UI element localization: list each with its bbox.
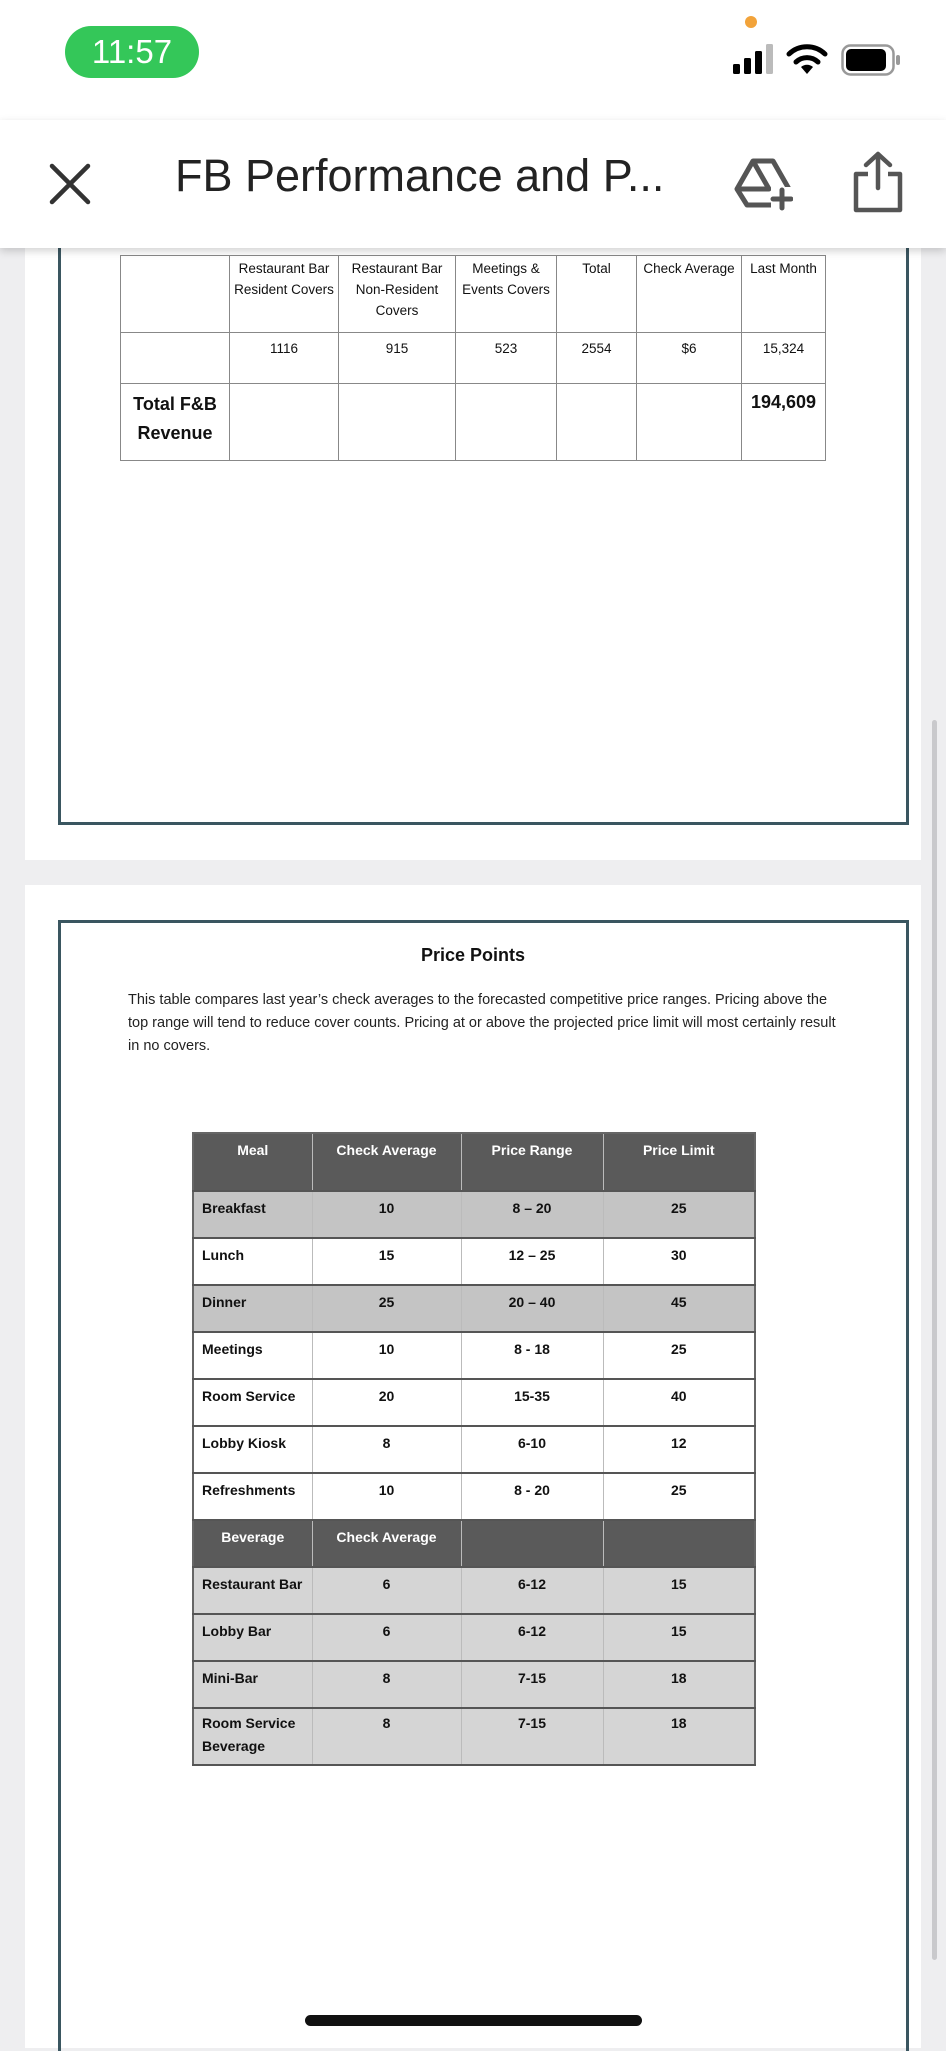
- price-range: 7-15: [461, 1661, 603, 1708]
- wifi-icon: [785, 42, 829, 76]
- table-header-cell: Restaurant Bar Resident Covers: [230, 256, 339, 333]
- table-row: [193, 1473, 755, 1520]
- price-range: 15-35: [461, 1379, 603, 1426]
- meal-name: Dinner: [193, 1285, 312, 1332]
- price-range: 6-12: [461, 1567, 603, 1614]
- table-header-row: [193, 1520, 755, 1567]
- table-header-cell: [461, 1520, 603, 1567]
- meal-name: Breakfast: [193, 1191, 312, 1238]
- table-row: [121, 256, 826, 333]
- document-title: FB Performance and P...: [175, 150, 665, 201]
- price-range: 6-10: [461, 1426, 603, 1473]
- table-cell: [637, 384, 742, 461]
- table-header-cell: Total: [557, 256, 637, 333]
- meal-name: Lobby Kiosk: [193, 1426, 312, 1473]
- table-row: [193, 1379, 755, 1426]
- check-average: 6: [312, 1567, 461, 1614]
- table-cell: [121, 256, 230, 333]
- table-row: [193, 1708, 755, 1765]
- table-header-cell: Price Limit: [603, 1133, 755, 1191]
- price-range: 12 – 25: [461, 1238, 603, 1285]
- home-indicator[interactable]: [305, 2015, 642, 2026]
- total-revenue-value: 194,609: [742, 384, 826, 461]
- document-page-2: [25, 885, 921, 2048]
- scrollbar-thumb[interactable]: [932, 720, 937, 1960]
- meal-name: Refreshments: [193, 1473, 312, 1520]
- time-indicator[interactable]: 11:57: [65, 26, 199, 78]
- table-row: [193, 1238, 755, 1285]
- table-row: [193, 1426, 755, 1473]
- check-average: 20: [312, 1379, 461, 1426]
- price-range: 8 – 20: [461, 1191, 603, 1238]
- table-row: [193, 1567, 755, 1614]
- table-header-cell: Price Range: [461, 1133, 603, 1191]
- table-header-cell: Meetings & Events Covers: [456, 256, 557, 333]
- check-average: 10: [312, 1473, 461, 1520]
- battery-icon: [841, 44, 901, 76]
- table-cell: [557, 384, 637, 461]
- beverage-name: Restaurant Bar: [193, 1567, 312, 1614]
- covers-table: [120, 255, 826, 461]
- table-cell: 1116: [230, 333, 339, 384]
- check-average: 10: [312, 1332, 461, 1379]
- status-bar: [0, 0, 946, 120]
- table-cell: $6: [637, 333, 742, 384]
- table-row: [193, 1285, 755, 1332]
- price-range: 8 - 20: [461, 1473, 603, 1520]
- table-header-cell: Restaurant Bar Non-Resident Covers: [339, 256, 456, 333]
- check-average: 10: [312, 1191, 461, 1238]
- table-row: [121, 384, 826, 461]
- table-cell: 2554: [557, 333, 637, 384]
- section-description: This table compares last year’s check averages to the forecasted competitive price ranges. Pricing above the top range will tend to reduce cover counts. Pricing at or above the projected price limit will most certainly result in no covers.: [128, 992, 836, 1054]
- table-cell: [230, 384, 339, 461]
- price-limit: 25: [603, 1332, 755, 1379]
- table-row: [193, 1614, 755, 1661]
- table-cell: [456, 384, 557, 461]
- table-cell: [339, 384, 456, 461]
- privacy-dot-icon: [745, 16, 757, 28]
- price-range: 20 – 40: [461, 1285, 603, 1332]
- price-points-table: [192, 1132, 756, 1766]
- price-limit: 15: [603, 1614, 755, 1661]
- total-revenue-label: Total F&B Revenue: [121, 384, 230, 461]
- table-cell: 15,324: [742, 333, 826, 384]
- table-cell: [121, 333, 230, 384]
- table-header-cell: Check Average: [312, 1133, 461, 1191]
- price-limit: 40: [603, 1379, 755, 1426]
- price-limit: 12: [603, 1426, 755, 1473]
- table-row: [193, 1332, 755, 1379]
- meal-name: Lunch: [193, 1238, 312, 1285]
- document-page-1: [25, 200, 921, 860]
- price-range: 6-12: [461, 1614, 603, 1661]
- section-title: Price Points: [420, 945, 526, 965]
- check-average: 8: [312, 1708, 461, 1765]
- price-limit: 15: [603, 1567, 755, 1614]
- beverage-name: Room Service Beverage: [193, 1708, 312, 1765]
- share-icon[interactable]: [850, 150, 906, 214]
- table-header-cell: Check Average: [312, 1520, 461, 1567]
- price-limit: 30: [603, 1238, 755, 1285]
- price-range: 7-15: [461, 1708, 603, 1765]
- table-row: [193, 1191, 755, 1238]
- price-limit: 25: [603, 1191, 755, 1238]
- beverage-name: Mini-Bar: [193, 1661, 312, 1708]
- price-limit: 18: [603, 1661, 755, 1708]
- table-row: [193, 1661, 755, 1708]
- cellular-signal-icon: [733, 44, 777, 74]
- table-header-cell: Last Month: [742, 256, 826, 333]
- table-cell: 915: [339, 333, 456, 384]
- check-average: 8: [312, 1661, 461, 1708]
- check-average: 8: [312, 1426, 461, 1473]
- price-limit: 18: [603, 1708, 755, 1765]
- beverage-name: Lobby Bar: [193, 1614, 312, 1661]
- table-cell: 523: [456, 333, 557, 384]
- check-average: 25: [312, 1285, 461, 1332]
- table-header-cell: Check Average: [637, 256, 742, 333]
- price-limit: 25: [603, 1473, 755, 1520]
- price-range: 8 - 18: [461, 1332, 603, 1379]
- close-icon[interactable]: [44, 158, 96, 210]
- price-limit: 45: [603, 1285, 755, 1332]
- table-header-cell: Meal: [193, 1133, 312, 1191]
- table-header-cell: Beverage: [193, 1520, 312, 1567]
- check-average: 15: [312, 1238, 461, 1285]
- table-row: [121, 333, 826, 384]
- table-header-row: [193, 1133, 755, 1191]
- meal-name: Meetings: [193, 1332, 312, 1379]
- check-average: 6: [312, 1614, 461, 1661]
- app-bar: [0, 120, 946, 248]
- table-header-cell: [603, 1520, 755, 1567]
- add-to-drive-icon[interactable]: [733, 153, 793, 213]
- meal-name: Room Service: [193, 1379, 312, 1426]
